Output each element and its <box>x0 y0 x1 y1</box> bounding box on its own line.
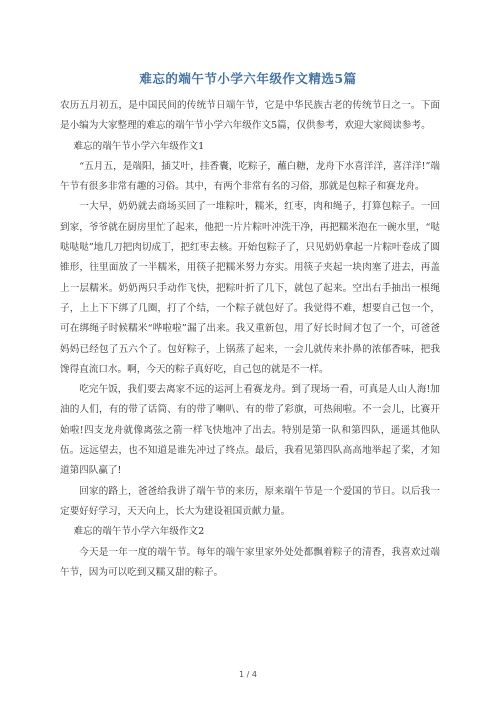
document-body <box>60 96 440 583</box>
essay-1-paragraph-3: 吃完午饭，我们要去离家不远的运河上看赛龙舟。到了现场一看，可真是人山人海!加油的人们，有的带了话筒、有的带了喇叭、有的带了彩旗，可热闹啦。不一会儿，比赛开始啦!四支龙舟就像离弦之箭一样飞快地冲了出去。特别是第一队和第四队，遥遥其他队伍。远远望去，也不知道是谁先冲过了终点。最后，我看见第四队高高地举起了桨，才知道第四队赢了! <box>60 384 440 477</box>
essay-1-paragraph-1: “五月五，是端阳，插艾叶，挂香囊，吃粽子，蘸白糖，龙舟下水喜洋洋，喜洋洋!”端午节有很多非常有趣的习俗。其中，有两个非常有名的习俗，那就是包粽子和赛龙舟。 <box>60 160 440 193</box>
document-title: 难忘的端午节小学六年级作文精选5篇 <box>139 71 357 86</box>
essay-2-heading: 难忘的端午节小学六年级作文2 <box>73 526 205 538</box>
essay-2-paragraph-1: 今天是一年一度的端午节。每年的端午家里家外处处都飘着粽子的清香，我喜欢过端午节，因为可以吃到又糯又甜的粽子。 <box>60 546 440 578</box>
essay-1-paragraph-2: 一大早，奶奶就去商场买回了一堆粽叶，糯米，红枣，肉和绳子，打算包粽子。一回到家，爷爷就在厨房里忙了起来，他把一片片粽叶冲洗干净，再把糯米泡在一碗水里，“哒哒哒哒”地几刀把肉切成丁，把红枣去核。开始包粽子了，只见奶奶拿起一片粽叶卷成了圆锥形，往里面放了一半糯米，用筷子把糯米努力夯实。用筷子夹起一块肉塞了进去，再盖上一层糯米。奶奶两只手动作飞快，把粽叶折了几下，就包了起来。空出右手抽出一根绳子，上上下下绑了几圈，打了个结，一个粽子就包好了。我觉得不难，想要自己包一个，可在绑绳子时候糯米“哗啦啦”漏了出来。我又重新包，用了好长时间才包了一个，可爸爸妈妈已经包了五六个了。包好粽子，上锅蒸了起来，一会儿就传来扑鼻的浓郁香味，把我馋得直流口水。啊，今天的粽子真好吃，自己包的就是不一样。 <box>60 201 440 375</box>
page-indicator: 1 / 4 <box>239 670 257 679</box>
essay-1-heading: 难忘的端午节小学六年级作文1 <box>73 140 205 152</box>
essay-1-paragraph-4: 回家的路上，爸爸给我讲了端午节的来历，原来端午节是一个爱国的节日。以后我一定要好好学习，天天向上，长大为建设祖国贡献力量。 <box>60 485 440 517</box>
intro-paragraph: 农历五月初五，是中国民间的传统节日端午节，它是中华民族古老的传统节日之一。下面是小编为大家整理的难忘的端午节小学六年级作文5篇，仅供参考，欢迎大家阅读参考。 <box>60 100 440 132</box>
